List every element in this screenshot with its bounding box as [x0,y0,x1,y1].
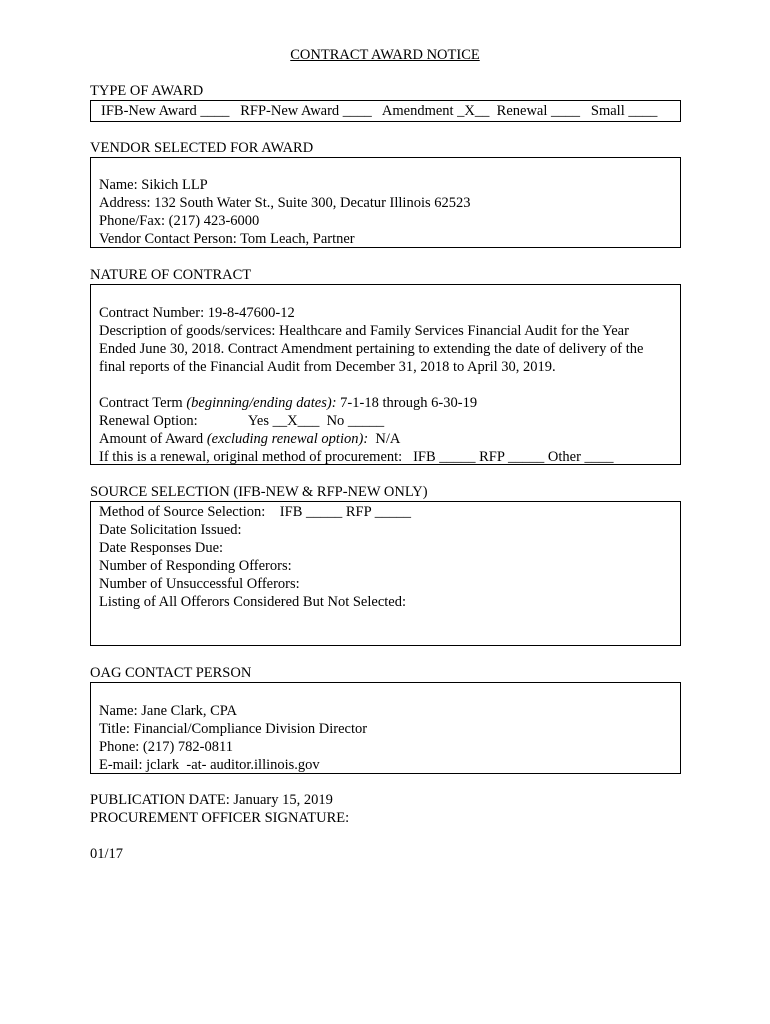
vendor-contact: Vendor Contact Person: Tom Leach, Partner [99,231,355,247]
form-code: 01/17 [90,846,124,862]
amount-italic: (excluding renewal option): [206,431,369,447]
nature-box [90,284,681,465]
source-heading: SOURCE SELECTION (IFB-NEW & RFP-NEW ONLY) [90,484,428,500]
oag-heading: OAG CONTACT PERSON [90,665,252,681]
vendor-box [90,157,681,248]
contract-term-value: 7-1-18 through 6-30-19 [336,395,478,411]
amount-of-award [99,430,643,448]
renewal-method: If this is a renewal, original method of procurement: IFB _____ RFP _____ Other ____ [99,449,614,465]
vendor-address: Address: 132 South Water St., Suite 300, Decatur Illinois 62523 [99,195,471,211]
vendor-name: Name: Sikich LLP [99,177,208,193]
publication-date: PUBLICATION DATE: January 15, 2019 [90,792,333,808]
type-of-award-box [90,100,681,122]
source-method: Method of Source Selection: IFB _____ RFP _____ [99,504,412,520]
oag-box [90,682,681,774]
amount-value: N/A [368,431,401,447]
signature-label: PROCUREMENT OFFICER SIGNATURE: [90,810,350,826]
oag-email: E-mail: jclark -at- auditor.illinois.gov [99,757,320,773]
renewal-option: Renewal Option: Yes __X___ No _____ [99,413,385,429]
oag-name: Name: Jane Clark, CPA [99,703,238,719]
oag-phone: Phone: (217) 782-0811 [99,739,233,755]
oag-title: Title: Financial/Compliance Division Director [99,721,368,737]
contract-term-italic: (beginning/ending dates): [186,395,337,411]
type-of-award-heading: TYPE OF AWARD [90,83,204,99]
type-of-award-row: IFB-New Award ____ RFP-New Award ____ Amendment _X__ Renewal ____ Small ____ [101,103,658,119]
description-line: Ended June 30, 2018. Contract Amendment pertaining to extending the date of delivery of the [99,341,644,357]
contract-term [99,394,643,412]
contract-number: Contract Number: 19-8-47600-12 [99,305,295,321]
vendor-heading: VENDOR SELECTED FOR AWARD [90,140,314,156]
number-unsuccessful-offerors: Number of Unsuccessful Offerors: [99,576,300,592]
amount-label: Amount of Award [99,431,207,447]
description-line: Description of goods/services: Healthcare and Family Services Financial Audit for the Year [99,323,629,339]
vendor-phone: Phone/Fax: (217) 423-6000 [99,213,260,229]
page-title: CONTRACT AWARD NOTICE [290,47,480,63]
source-box [90,501,681,646]
contract-term-label: Contract Term [99,395,187,411]
date-solicitation-issued: Date Solicitation Issued: [99,522,242,538]
listing-offerors: Listing of All Offerors Considered But Not Selected: [99,594,407,610]
nature-heading: NATURE OF CONTRACT [90,267,252,283]
number-responding-offerors: Number of Responding Offerors: [99,558,292,574]
date-responses-due: Date Responses Due: [99,540,224,556]
description-line: final reports of the Financial Audit from December 31, 2018 to April 30, 2019. [99,359,556,375]
